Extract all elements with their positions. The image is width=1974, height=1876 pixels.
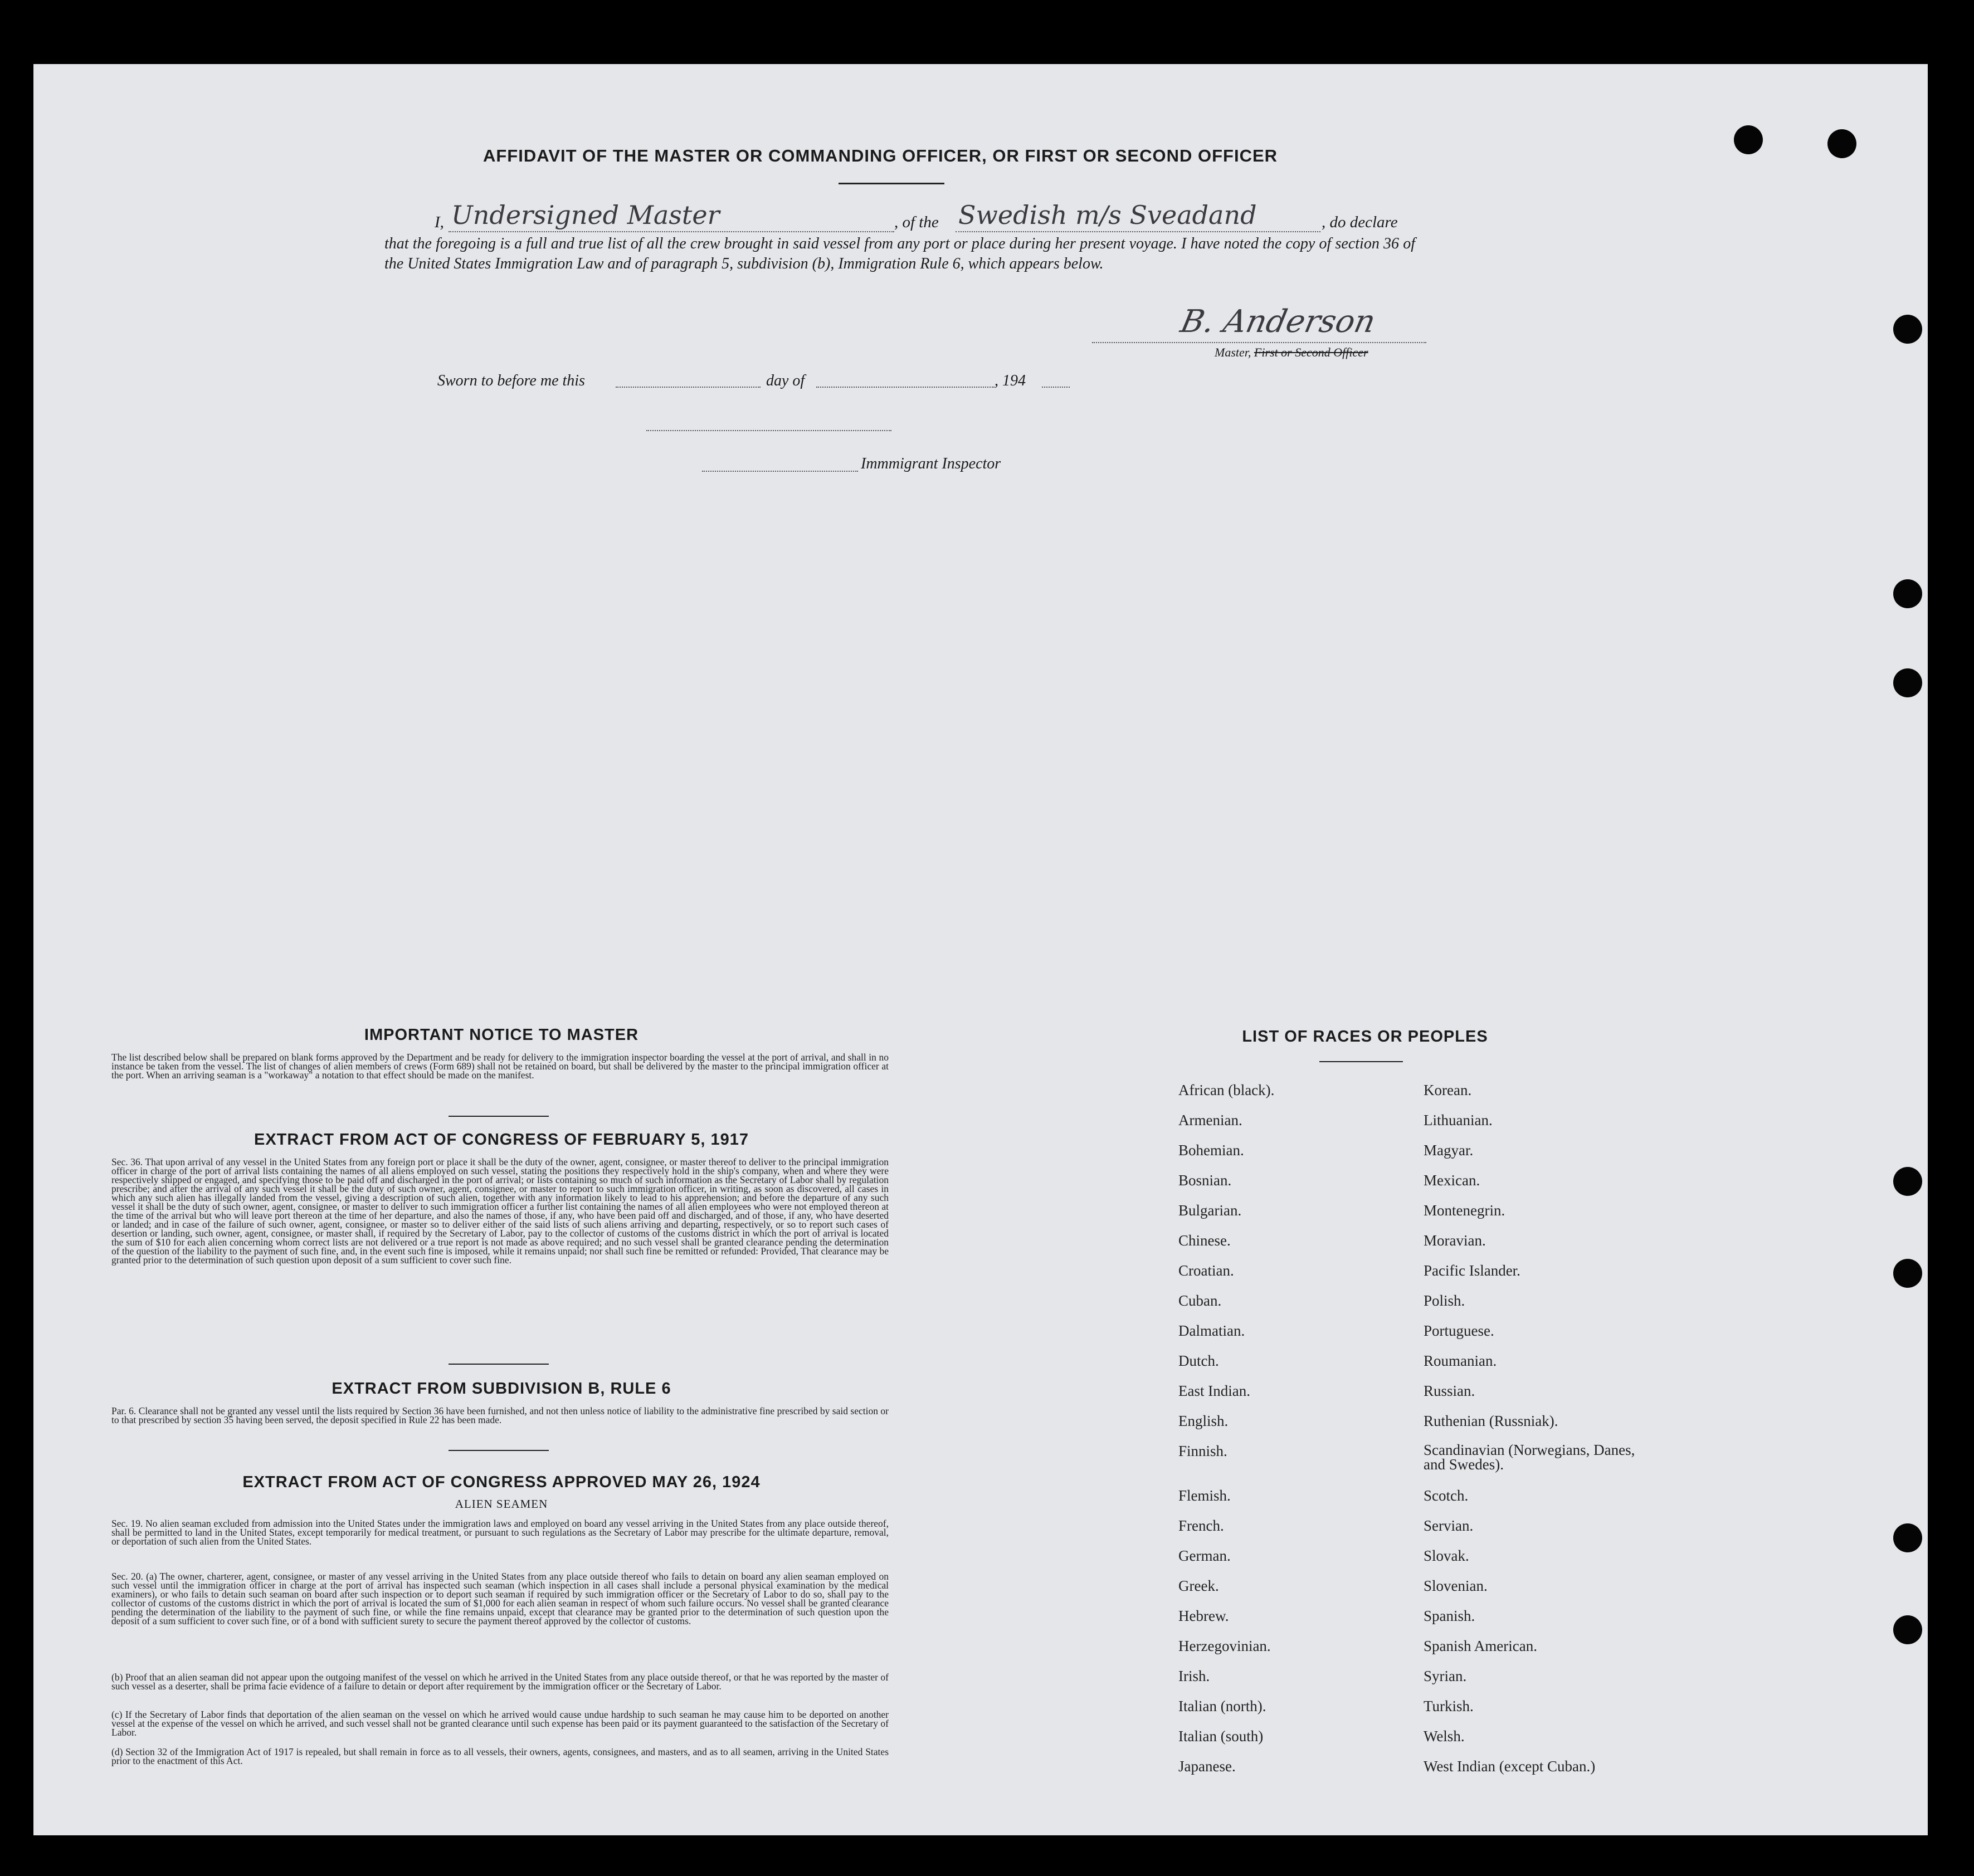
punch-hole <box>1893 1259 1922 1288</box>
name-line <box>449 231 894 232</box>
races-title: LIST OF RACES OR PEOPLES <box>1242 1028 1488 1046</box>
inspector-name-line <box>702 471 858 472</box>
sec-20b-text: (b) Proof that an alien seaman did not appear upon the outgoing manifest of the vessel on which he arrived in the United States from any place outside thereof, or that he was reported by the master of such vessel as a deserter, shall be prima facie evidence of a failure to detain or deport after requirement by the immigration officer or the Secretary of Labor. <box>111 1672 889 1692</box>
document-page <box>33 64 1928 1835</box>
extract-1924-title: EXTRACT FROM ACT OF CONGRESS APPROVED MAY 26, 1924 <box>242 1473 761 1491</box>
extract-1917-title: EXTRACT FROM ACT OF CONGRESS OF FEBRUARY 5, 1917 <box>254 1131 749 1149</box>
race-item: Scotch. <box>1424 1487 1469 1504</box>
section-divider <box>449 1116 549 1117</box>
affidavit-body: that the foregoing is a full and true list of all the crew brought in said vessel from any port or place during her present voyage. I have noted the copy of section 36 of the United States Immigration Law and of paragraph 5, subdivision (b), Immigration Rule 6, which appears below. <box>384 235 1415 272</box>
race-item: Slovak. <box>1424 1547 1469 1564</box>
race-item: Flemish. <box>1178 1487 1231 1504</box>
race-item: Bulgarian. <box>1178 1202 1242 1219</box>
race-item: French. <box>1178 1517 1224 1534</box>
race-item: Russian. <box>1424 1382 1475 1399</box>
race-item: Montenegrin. <box>1424 1202 1505 1219</box>
caption-struck-officer: First or Second Officer <box>1254 345 1368 359</box>
race-item: Servian. <box>1424 1517 1474 1534</box>
race-item: Croatian. <box>1178 1262 1234 1279</box>
handwritten-vessel: Swedish m/s Sveadand <box>958 200 1257 230</box>
inspector-label: Immmigrant Inspector <box>861 455 1001 472</box>
race-item: Portuguese. <box>1424 1322 1494 1339</box>
race-item: Greek. <box>1178 1577 1219 1594</box>
race-item: Ruthenian (Russniak). <box>1424 1413 1558 1429</box>
sworn-day-line <box>616 387 761 388</box>
declare-label: , do declare <box>1322 213 1398 231</box>
race-item: Dalmatian. <box>1178 1322 1245 1339</box>
race-item: Lithuanian. <box>1424 1112 1493 1128</box>
race-item: Cuban. <box>1178 1292 1222 1309</box>
extract-1917-text: Sec. 36. That upon arrival of any vessel in the United States from any foreign port or place it shall be the duty of the owner, agent, consignee, or master thereof to deliver to the principal immigration officer in charge of the port of arrival lists containing the names of all aliens employed on such vessel, stating the positions they respectively hold in the ship's company, when and where they were respectively shipped or engaged, and specifying those to be paid off and discharged in the port of arrival; or lists containing so much of such information as the Secretary of Labor shall by regulation prescribe; and after the arrival of any such vessel it shall be the duty of such owner, agent, consignee, or master to report to such immigration officer, in writing, as soon as discovered, all cases in which any such alien has illegally landed from the vessel, giving a description of such alien, together with any information likely to lead to his apprehension; and before the departure of any such vessel it shall be the duty of such owner, agent, consignee, or master to deliver to such immigration officer a further list containing the names of all alien employees who were not employed thereon at the time of the arrival but who will leave port thereon at the time of her departure, and also the names of those, if any, who have been paid off and discharged, and of those, if any, who have deserted or landed; and in case of the failure of such owner, agent, consignee, or master so to deliver either of the said lists of such aliens arriving and departing, respectively, or so to report such cases of desertion or landing, such owner, agent, consignee, or master shall, if required by the Secretary of Labor, pay to the collector of customs of the customs district in which the port of arrival is located the sum of $10 for each alien concerning whom correct lists are not delivered or a true report is not made as above required; and no such vessel shall be granted clearance pending the determination of the question of the liability to the payment of such fine, and, in the event such fine is imposed, while it remains unpaid; nor shall such fine be remitted or refunded: Provided, That clearance may be granted prior to the determination of such question upon deposit of a sum sufficient to cover such fine. <box>111 1156 889 1266</box>
sec-20c-text: (c) If the Secretary of Labor finds that deportation of the alien seaman on the vessel on which he arrived would cause undue hardship to such seaman he may cause him to be deported on another vessel at the expense of the vessel on which he arrived, and such vessel shall not be granted clearance until such expense has been paid or its payment guaranteed to the satisfaction of the Secretary of Labor. <box>111 1709 889 1738</box>
sworn-day-label: day of <box>766 372 805 389</box>
punch-hole <box>1893 1523 1922 1552</box>
race-item: Italian (north). <box>1178 1698 1266 1714</box>
race-item: Welsh. <box>1424 1728 1465 1745</box>
race-item: Hebrew. <box>1178 1608 1229 1624</box>
sworn-year-line <box>1042 387 1070 388</box>
extract-rule6-title: EXTRACT FROM SUBDIVISION B, RULE 6 <box>332 1380 671 1398</box>
race-item: Herzegovinian. <box>1178 1638 1271 1654</box>
race-item: English. <box>1178 1413 1229 1429</box>
race-item: Mexican. <box>1424 1172 1480 1189</box>
race-item: Bosnian. <box>1178 1172 1232 1189</box>
punch-hole <box>1734 125 1763 154</box>
race-item: Slovenian. <box>1424 1577 1488 1594</box>
signature-line <box>1092 342 1426 343</box>
race-item: Armenian. <box>1178 1112 1242 1128</box>
sworn-prefix: Sworn to before me this <box>437 372 585 389</box>
declaration-line <box>435 200 1426 237</box>
race-item: Roumanian. <box>1424 1352 1497 1369</box>
vessel-line <box>956 231 1320 232</box>
master-signature: B. Anderson <box>1177 304 1379 340</box>
race-item: East Indian. <box>1178 1382 1250 1399</box>
extract-rule6-text: Par. 6. Clearance shall not be granted any vessel until the lists required by Section 36 have been furnished, and not then unless notice of liability to the administrative fine prescribed by said section or to that prescribed by section 35 having been served, the deposit specified in Rule 22 has been made. <box>111 1405 889 1425</box>
race-item: Moravian. <box>1424 1232 1486 1249</box>
punch-hole <box>1893 668 1922 697</box>
sec-20a-text: Sec. 20. (a) The owner, charterer, agent, consignee, or master of any vessel arriving in the United States from any place outside thereof who fails to detain on board any alien seaman employed on such vessel until the immigration officer in charge at the port of arrival has inspected such seaman (which inspection in all cases shall include a personal physical examination by the medical examiners), or who fails to detain such seaman on board after such inspection or to deport such seaman if required by such immigration officer or the Secretary of Labor to do so, shall pay to the collector of customs of the customs district in which the port of arrival is located the sum of $1,000 for each alien seaman in respect of whom such failure occurs. No vessel shall be granted clearance pending the determination of the liability to the payment of such fine, or while the fine remains unpaid, except that clearance may be granted prior to the determination of such question upon the deposit of a sum sufficient to cover such fine, or of a bond with sufficient surety to secure the payment thereof approved by the collector of customs. <box>111 1571 889 1626</box>
sec-20d-text: (d) Section 32 of the Immigration Act of 1917 is repealed, but shall remain in force as to all vessels, their owners, agents, consignees, and masters, and as to all seamen, arriving in the United States prior to the enactment of this Act. <box>111 1746 889 1766</box>
race-item: Japanese. <box>1178 1758 1236 1775</box>
race-item: Spanish American. <box>1424 1638 1537 1654</box>
signature-caption <box>1215 345 1368 360</box>
punch-hole <box>1893 315 1922 344</box>
race-item: Korean. <box>1424 1082 1472 1098</box>
inspector-signature-line <box>646 430 891 431</box>
punch-hole <box>1893 579 1922 608</box>
race-item: Chinese. <box>1178 1232 1231 1249</box>
notice-text: The list described below shall be prepared on blank forms approved by the Department and be ready for delivery to the immigration inspector boarding the vessel at the port of arrival, and shall in no instance be taken from the vessel. The list of changes of alien members of crews (Form 689) shall not be retained on board, but shall be delivered by the master to the principal immigration officer at the port. When an arriving seaman is a "workaway" a notation to that effect should be made on the manifest. <box>111 1052 889 1081</box>
line-prefix: I, <box>435 213 444 231</box>
caption-master: Master, <box>1215 345 1251 359</box>
extract-1924-subtitle: ALIEN SEAMEN <box>455 1497 548 1511</box>
race-item: Magyar. <box>1424 1142 1474 1159</box>
race-item: Scandinavian (Norwegians, Danes, and Swedes). <box>1424 1442 1635 1473</box>
race-item: German. <box>1178 1547 1231 1564</box>
race-item: Finnish. <box>1178 1443 1227 1459</box>
race-item: Pacific Islander. <box>1424 1262 1520 1279</box>
section-divider <box>449 1450 549 1451</box>
race-item: Bohemian. <box>1178 1142 1244 1159</box>
punch-hole <box>1827 129 1856 158</box>
race-item: West Indian (except Cuban.) <box>1424 1758 1596 1775</box>
sworn-year-label: , 194 <box>995 372 1026 389</box>
handwritten-name: Undersigned Master <box>451 200 720 230</box>
notice-title: IMPORTANT NOTICE TO MASTER <box>364 1026 639 1044</box>
sworn-line <box>437 372 1106 400</box>
race-item: Polish. <box>1424 1292 1465 1309</box>
races-title-underline <box>1319 1061 1403 1062</box>
sec-19-text: Sec. 19. No alien seaman excluded from admission into the United States under the immigration laws and employed on board any vessel arriving in the United States from any place outside thereof, shall be permitted to land in the United States, except temporarily for medical treatment, or pursuant to such regulations as the Secretary of Labor may prescribe for the ultimate departure, removal, or deportation of such alien from the United States. <box>111 1518 889 1547</box>
of-the-label: , of the <box>894 213 939 231</box>
race-item: African (black). <box>1178 1082 1275 1098</box>
punch-hole <box>1893 1615 1922 1644</box>
race-item: Spanish. <box>1424 1608 1475 1624</box>
race-item: Italian (south) <box>1178 1728 1264 1745</box>
title-underline <box>839 183 944 184</box>
punch-hole <box>1893 1167 1922 1196</box>
race-item: Turkish. <box>1424 1698 1474 1714</box>
race-item: Dutch. <box>1178 1352 1219 1369</box>
race-item: Irish. <box>1178 1668 1210 1684</box>
affidavit-title: AFFIDAVIT OF THE MASTER OR COMMANDING OFFICER, OR FIRST OR SECOND OFFICER <box>482 146 1278 165</box>
section-divider <box>449 1364 549 1365</box>
sworn-month-line <box>816 387 995 388</box>
race-item: Syrian. <box>1424 1668 1467 1684</box>
